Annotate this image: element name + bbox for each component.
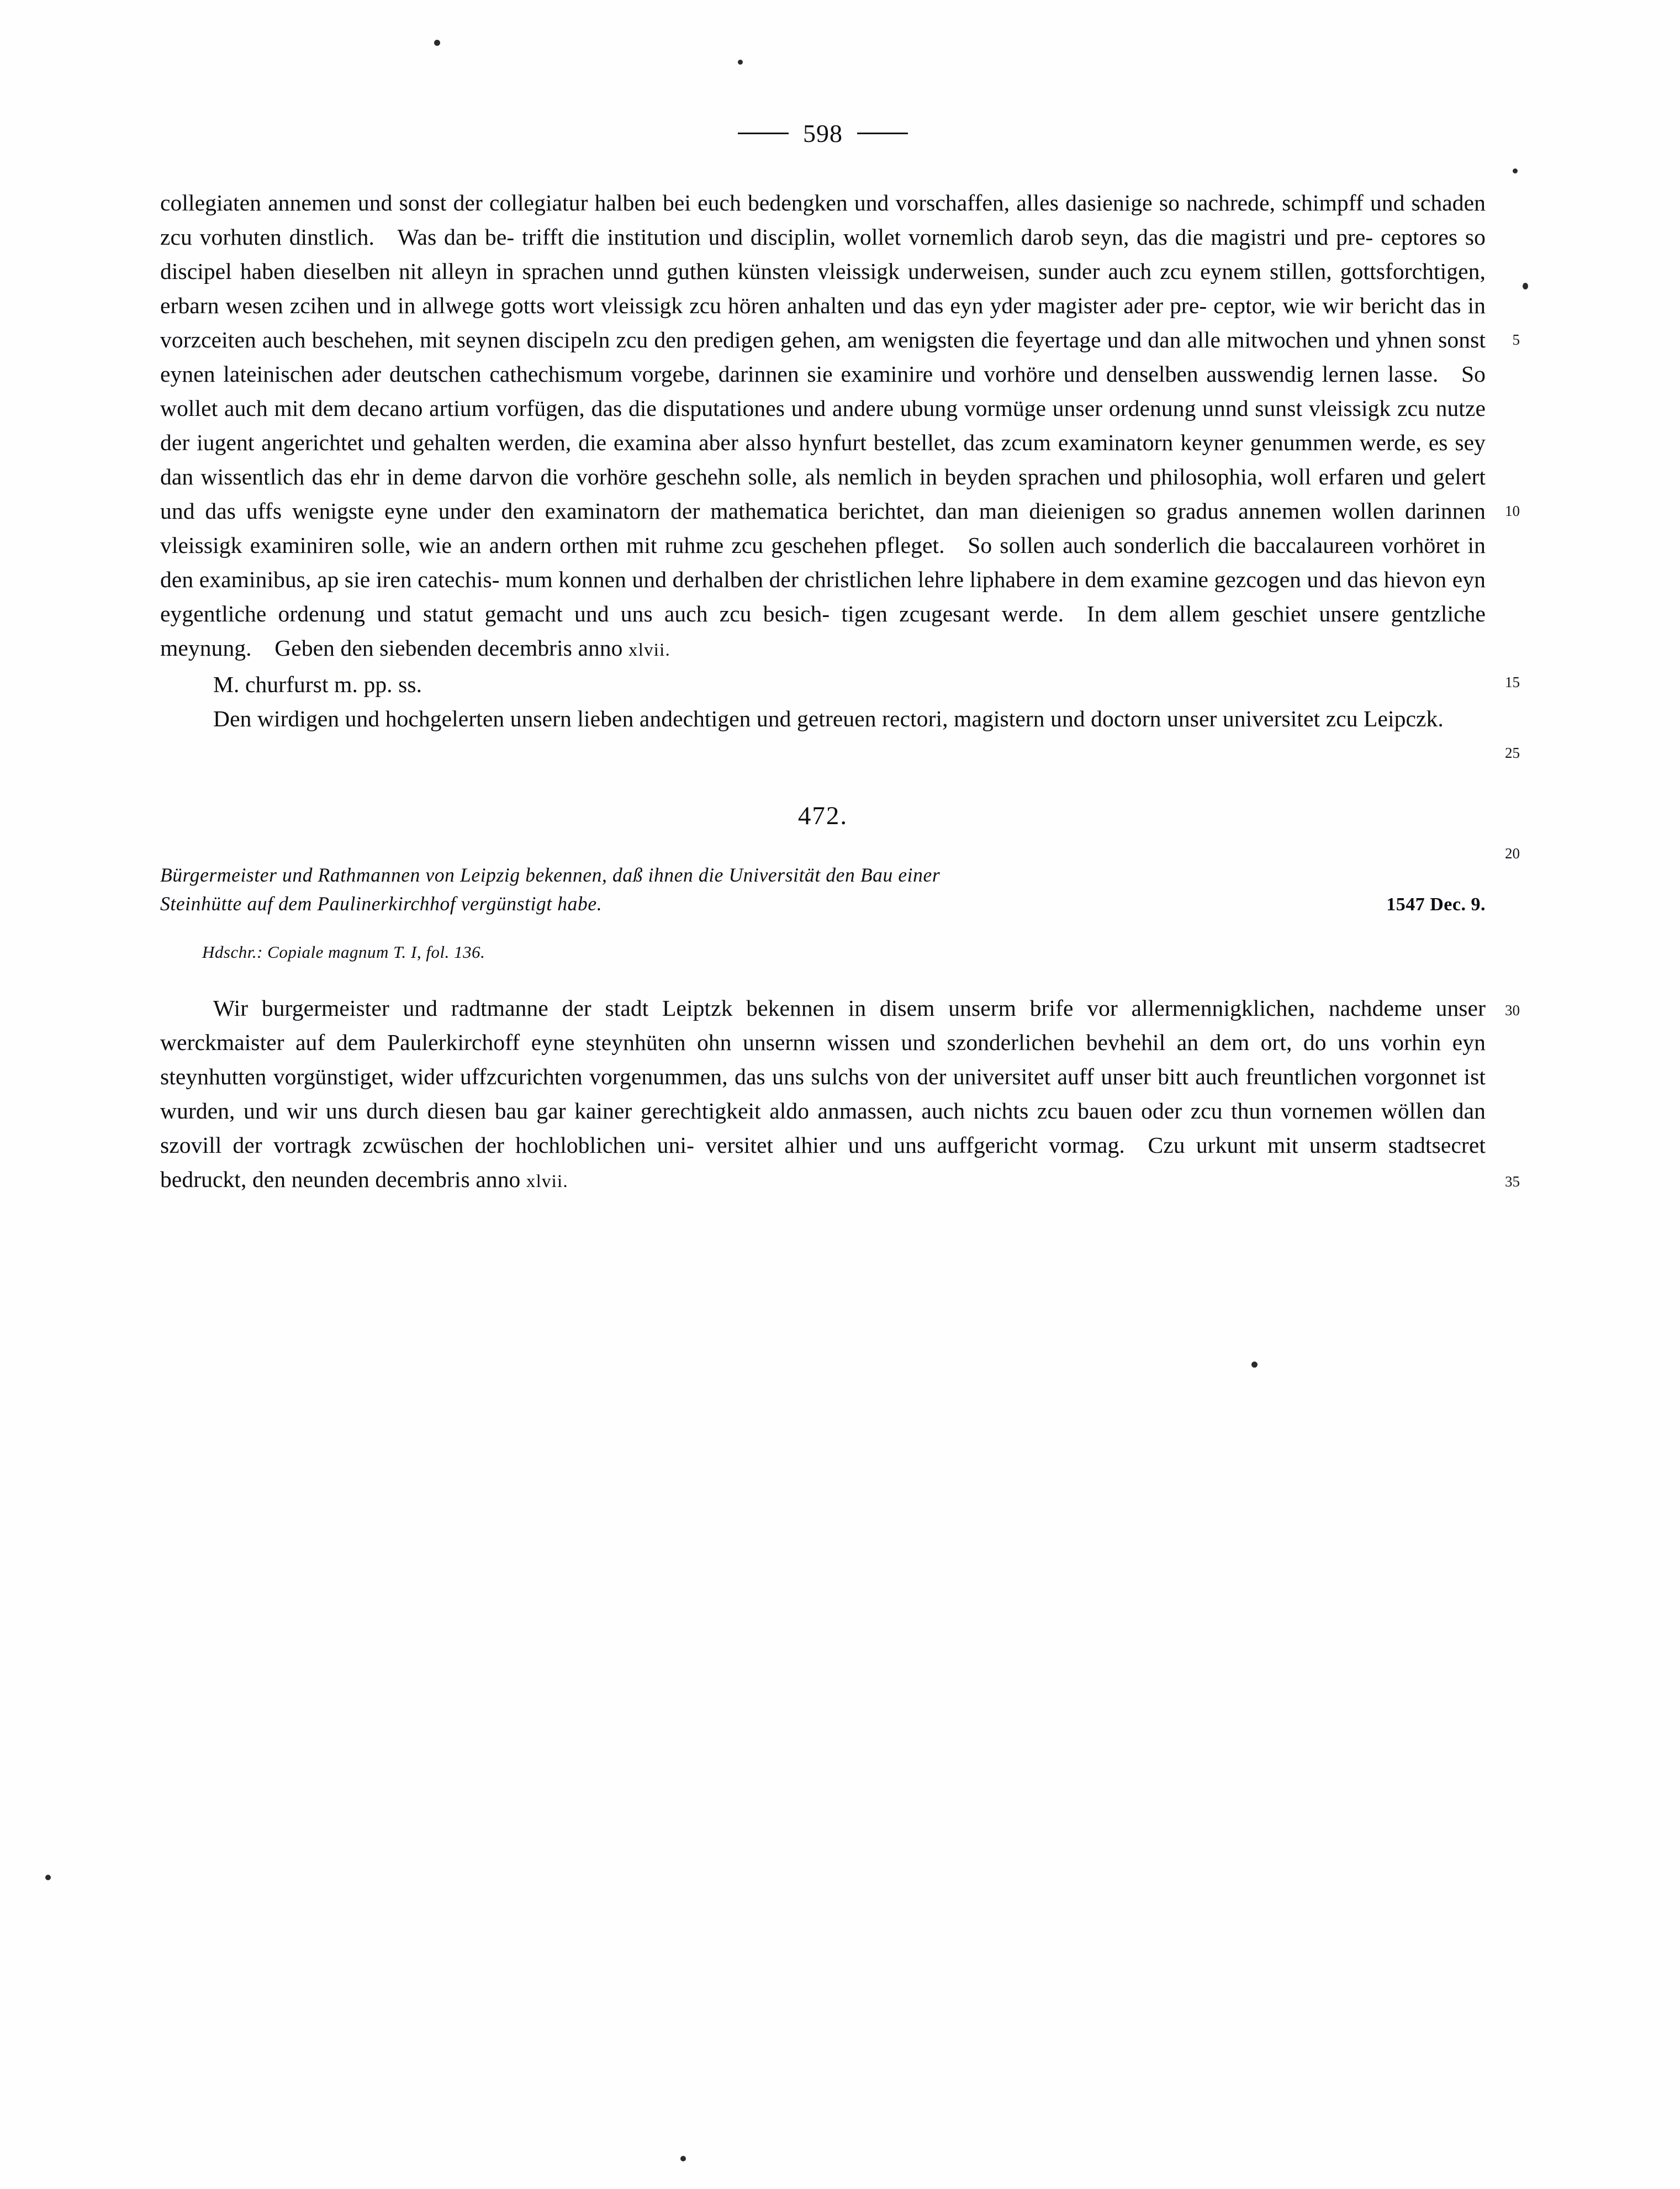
text-line: tigen zcugesant werde. In dem allem geschiet unsere gentzliche meynung. Geben den bbox=[160, 601, 1486, 661]
text-line: trifft die institution und disciplin, wollet vornemlich darob seyn, das die magistri und pre- bbox=[522, 224, 1373, 250]
text-line: hynfurt bestellet, das zcum examinatorn keyner genummen werde, es sey dan wissentlich bbox=[160, 430, 1486, 489]
text-line: das ehr in deme darvon die vorhöre geschehn solle, als nemlich in beyden sprachen und bbox=[311, 464, 1143, 489]
text-line: philosophia, woll erfaren und gelert und das uffs wenigste eyne under den examinatorn bbox=[160, 464, 1486, 524]
text-line: vorfügen, das die disputationes und andere ubung vormüge unser ordenung unnd sunst bbox=[495, 395, 1303, 421]
text-line: allwege gotts wort vleissigk zcu hören anhalten und das eyn yder magister ader pre- bbox=[422, 293, 1207, 318]
document-date: 1547 Dec. 9. bbox=[1386, 894, 1486, 915]
text-line: vleissigk examiniren solle, wie an andern orthen mit ruhme zcu geschehen pfleget. So bbox=[160, 532, 992, 558]
running-head bbox=[160, 119, 1486, 148]
text-line: und das hievon eyn eygentliche ordenung und statut gemacht und uns auch zcu besich- bbox=[160, 567, 1486, 626]
text-line: vleissigk zcu nutze der iugent angerichtet und gehalten werden, die examina aber alsso bbox=[160, 395, 1486, 455]
speck bbox=[1251, 1362, 1258, 1368]
text-line: alles dasienige so nachrede, schimpff und schaden zcu vorhuten dinstlich. Was dan be- bbox=[160, 190, 1486, 250]
header-rule-right bbox=[857, 133, 908, 134]
section-number: 472. bbox=[797, 801, 848, 830]
text-line: mum konnen und derhalben der christlichen lehre liphabere in dem examine gezcogen bbox=[505, 567, 1301, 592]
text-line: Wir burgermeister und radtmanne der stadt Leiptzk bekennen in disem unserm bbox=[213, 995, 1017, 1021]
text-line: vorhin eyn steynhutten vorgünstiget, wider uffzcurichten vorgenummen, das uns sulchs bbox=[160, 1030, 1486, 1089]
line-number-20: 20 bbox=[1505, 845, 1520, 862]
text-line: predigen gehen, am wenigsten die feyertage und dan alle mitwochen und yhnen sonst bbox=[693, 327, 1486, 352]
speck bbox=[680, 2156, 686, 2161]
page-content bbox=[160, 0, 1520, 1199]
text-line: versitet alhier und uns auffgericht vormag. Czu urkunt mit unserm stadtsecret bedruckt, bbox=[160, 1132, 1486, 1192]
page-number: 598 bbox=[803, 119, 843, 147]
roman-numeral: xlvii. bbox=[628, 640, 670, 660]
text-line: Den wirdigen und hochgelerten unsern lieben andechtigen und getreuen rectori, bbox=[213, 706, 948, 731]
section-rubric bbox=[160, 861, 1486, 919]
text-line: ceptores so discipel haben dieselben nit alleyn in sprachen unnd guthen künsten vleissigk bbox=[160, 224, 1486, 284]
text-line: brife vor allermennigklichen, nachdeme unser werckmaister auf dem Paulerkirchoff bbox=[160, 995, 1486, 1055]
text-line: vorhöre und denselben ausswendig lernen lasse. So wollet auch mit dem decano artium bbox=[160, 361, 1486, 421]
speck bbox=[45, 1875, 51, 1880]
paragraph-signature bbox=[160, 667, 1486, 701]
line-number-5: 5 bbox=[1512, 331, 1520, 348]
header-rule-left bbox=[738, 133, 789, 134]
roman-numeral: xlvii. bbox=[526, 1172, 568, 1191]
text-line: magistern und doctorn unser universitet zcu Leipczk. bbox=[954, 706, 1444, 731]
text-line: zcu thun vornemen wöllen dan szovill der vortragk zcwüschen der hochloblichen uni- bbox=[160, 1098, 1486, 1158]
line-number-10: 10 bbox=[1505, 503, 1520, 519]
text-line-pre: den neunden decembris anno bbox=[252, 1167, 526, 1192]
line-number-15: 15 bbox=[1505, 674, 1520, 690]
paragraph-document-472 bbox=[160, 991, 1520, 1199]
line-number-30: 30 bbox=[1505, 1002, 1520, 1019]
text-line: eynen lateinischen ader deutschen cathechismum vorgebe, darinnen sie examinire und bbox=[160, 361, 976, 387]
text-line: von der universitet auff unser bitt auch freuntlichen vorgonnet ist wurden, und wir uns bbox=[160, 1064, 1486, 1123]
text-line: ceptor, wie wir bericht das in vorzceiten auch beschehen, mit seynen discipeln zcu den bbox=[160, 293, 1486, 352]
line-number-35: 35 bbox=[1505, 1173, 1520, 1190]
text-line: der mathematica berichtet, dan man dieienigen so gradus annemen wollen darinnen bbox=[670, 498, 1486, 524]
paragraph-address bbox=[160, 701, 1520, 761]
text-line: collegiaten annemen und sonst der collegiatur halben bei euch bedengken und vorschaffen, bbox=[160, 190, 1010, 215]
text-line-pre: siebenden decembris anno bbox=[379, 635, 628, 661]
rubric-line-1: Bürgermeister und Rathmannen von Leipzig bekennen, daß ihnen die Universität den Bau einer bbox=[160, 864, 941, 886]
signature-text: M. churfurst m. pp. ss. bbox=[213, 672, 422, 697]
speck bbox=[1513, 168, 1518, 173]
line-number-25: 25 bbox=[1505, 745, 1520, 761]
text-line: sollen auch sonderlich die baccalaureen vorhöret in den examinibus, ap sie iren catechis- bbox=[160, 532, 1486, 592]
rubric-line-2: Steinhütte auf dem Paulinerkirchhof vergünstigt habe. bbox=[160, 893, 603, 915]
rubric-line-2-row bbox=[160, 889, 1486, 919]
text-line: eyne steynhüten ohn unsernn wissen und szonderlichen bevhehil an dem ort, do uns bbox=[531, 1030, 1370, 1055]
text-line: underweisen, sunder auch zcu eynem stillen, gottsforchtigen, erbarn wesen zcihen und in bbox=[160, 259, 1486, 318]
speck bbox=[1523, 283, 1528, 289]
text-line: durch diesen bau gar kainer gerechtigkeit aldo anmassen, auch nichts zcu bauen oder bbox=[366, 1098, 1182, 1123]
source-note: Hdschr.: Copiale magnum T. I, fol. 136. bbox=[202, 942, 485, 962]
